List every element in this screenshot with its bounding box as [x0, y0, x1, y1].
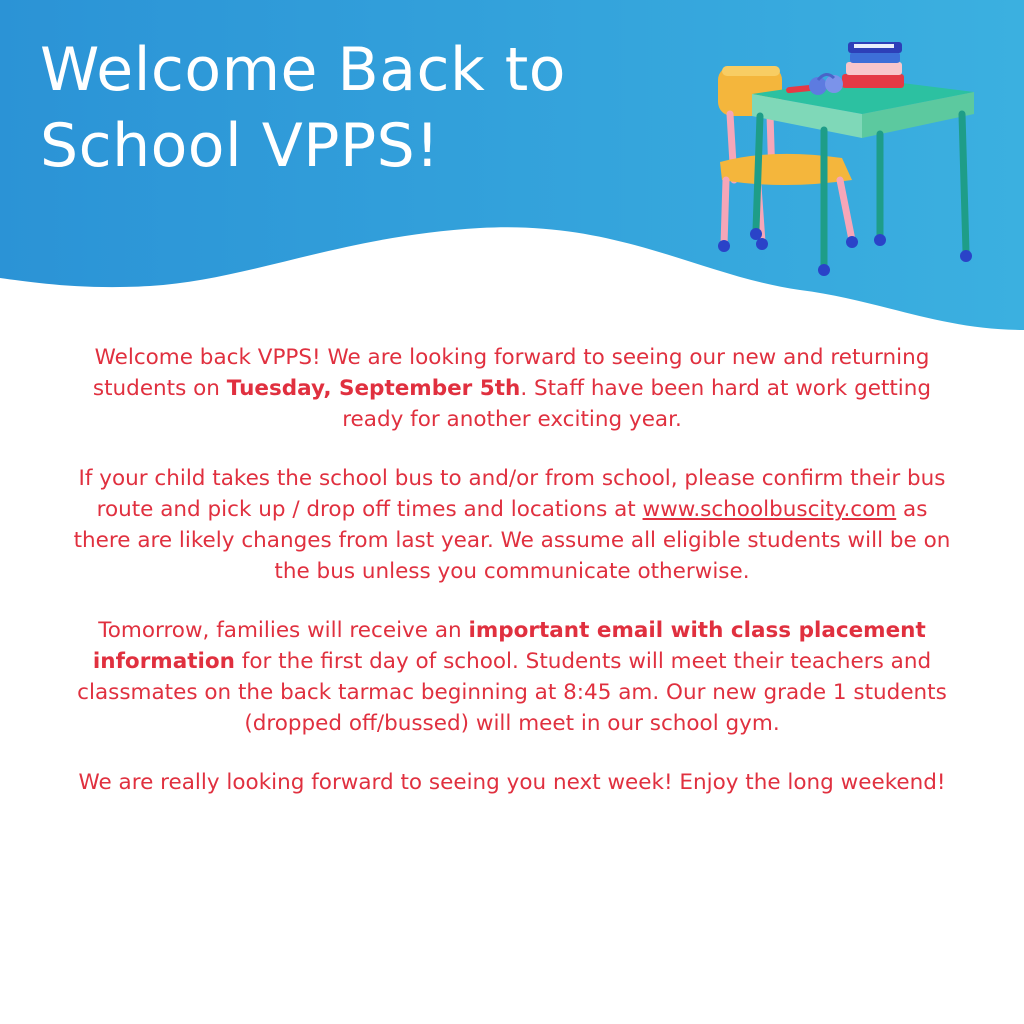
- email-highlight: important email with class placement information: [92, 618, 926, 674]
- paragraph-3: [72, 615, 952, 739]
- bus-website-link[interactable]: www.schoolbuscity.com: [642, 497, 897, 522]
- paragraph-1: [72, 342, 952, 435]
- paragraph-2: [72, 463, 952, 587]
- headphones-icon: [786, 74, 843, 95]
- p3-text-start: Tomorrow, families will receive an: [98, 618, 469, 643]
- books-icon: [842, 42, 904, 88]
- p1-text-start: Welcome back VPPS! We are looking forward to seeing our new and returning students on: [92, 345, 930, 401]
- school-desk-chair-icon: [712, 30, 982, 290]
- paragraph-4: We are really looking forward to seeing you next week! Enjoy the long weekend!: [78, 770, 946, 795]
- announcement-body: [72, 342, 952, 826]
- p1-text-end: . Staff have been hard at work getting ready for another exciting year.: [342, 376, 932, 432]
- p2-text-start: If your child takes the school bus to and/or from school, please confirm their bus route and pick up / drop off times and locations at: [78, 466, 946, 522]
- page-title: [40, 32, 566, 184]
- title-line-1: Welcome Back to: [40, 35, 566, 105]
- p3-text-end: for the first day of school. Students will meet their teachers and classmates on the back tarmac beginning at 8:45 am. Our new grade 1 students (dropped off/bussed) will meet in our school gym.: [77, 649, 947, 736]
- start-date: Tuesday, September 5th: [226, 376, 521, 401]
- title-line-2: School VPPS!: [40, 111, 440, 181]
- p2-text-end: as there are likely changes from last year. We assume all eligible students will be on the bus unless you communicate otherwise.: [73, 497, 951, 584]
